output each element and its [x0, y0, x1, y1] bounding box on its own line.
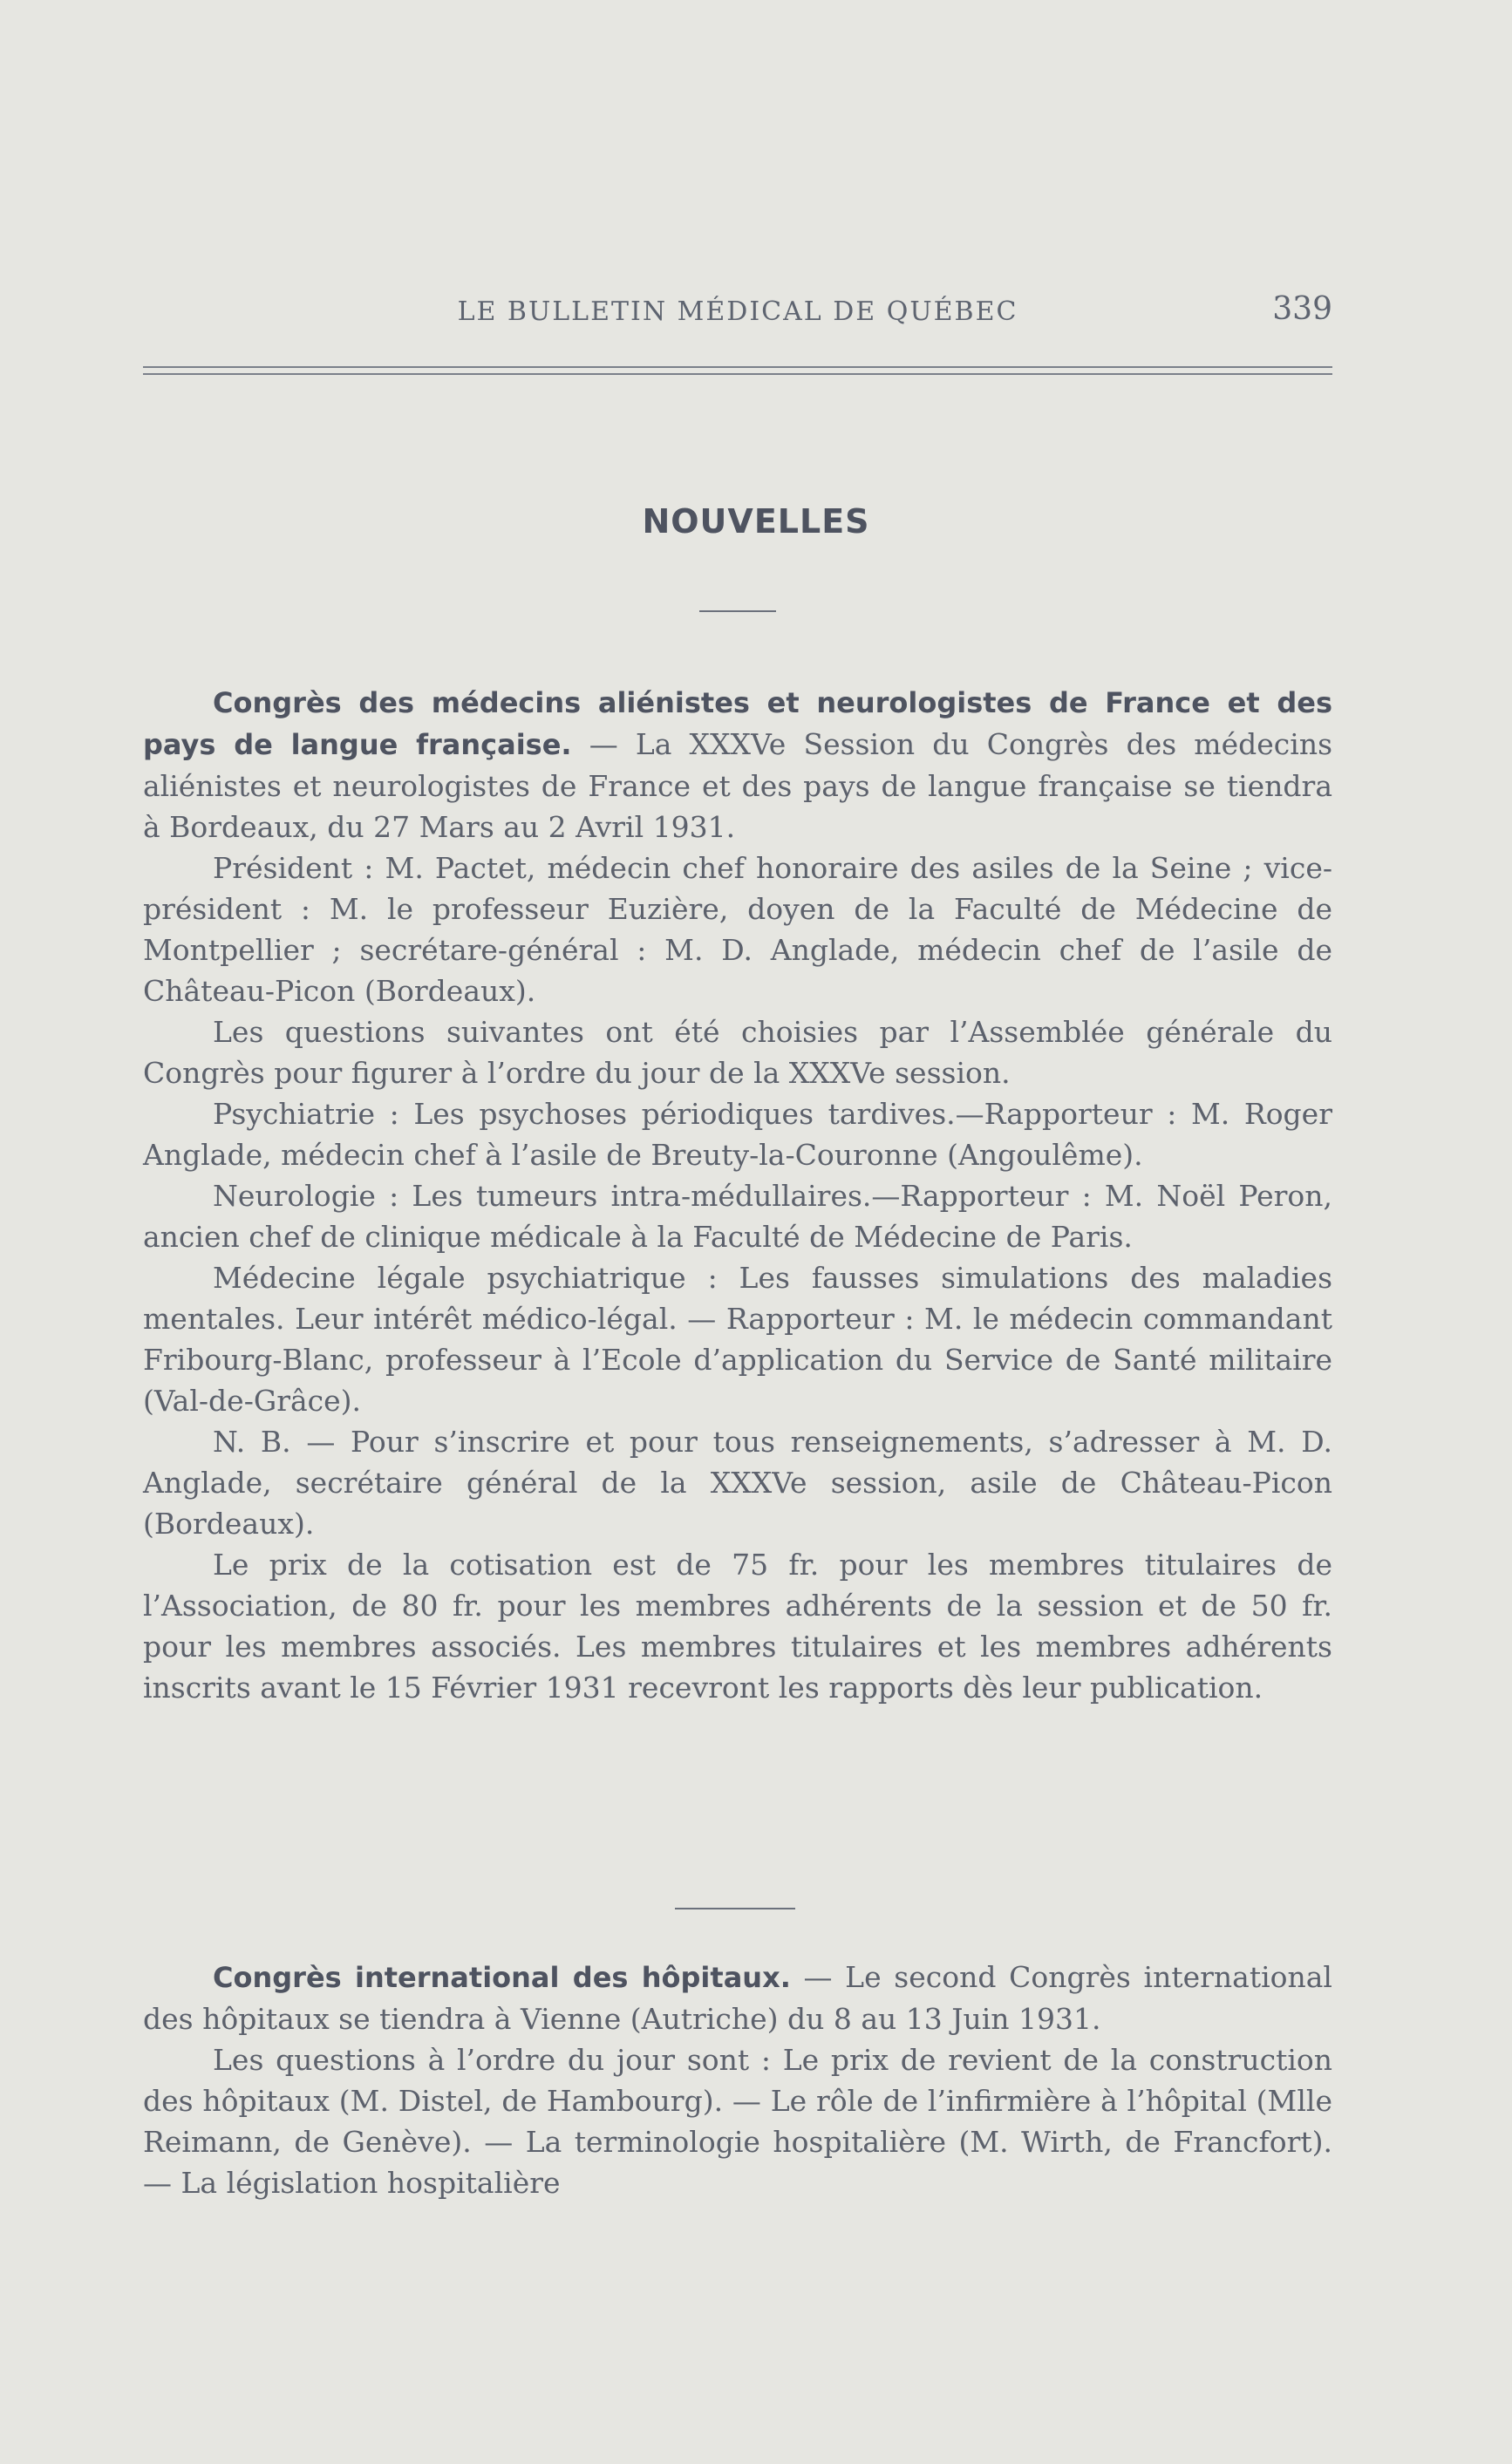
article-intro-text: — Le second Congrès international des hôpitaux se tiendra à Vienne (Autriche) du 8 au 13 Juin 1931. — [143, 1960, 1332, 2036]
section-title: NOUVELLES — [642, 502, 870, 541]
article-intro-text: — La XXXVe Session du Congrès des médecins aliénistes et neurologistes de France et des pays de langue française se tiendra à Bordeaux, du 27 Mars au 2 Avril 1931. — [143, 727, 1333, 844]
article-intro-paragraph — [143, 1957, 1332, 2039]
article-separator-rule — [675, 1908, 795, 1909]
paragraph: Les questions à l’ordre du jour sont : Le prix de revient de la construction des hôpitaux (M. Distel, de Hambourg). — Le rôle de l’infirmière à l’hôpital (Mlle Reimann, de Genève). — La terminologie hospitalière (M. Wirth, de Francfort). — La législation hospitalière — [143, 2043, 1332, 2200]
running-title: LE BULLETIN MÉDICAL DE QUÉBEC — [457, 296, 1018, 327]
paragraph: Le prix de la cotisation est de 75 fr. pour les membres titulaires de l’Association, de 80 fr. pour les membres adhérents de la session et de 50 fr. pour les membres associés. Les membres titulaires et les membres adhérents inscrits avant le 15 Février 1931 recevront les rapports dès leur publication. — [143, 1548, 1332, 1705]
article-intro-paragraph — [143, 682, 1332, 847]
paragraph: Médecine légale psychiatrique : Les fausses simulations des maladies mentales. Leur intérêt médico-légal. — Rapporteur : M. le médecin commandant Fribourg-Blanc, professeur à l’Ecole d’application du Service de Santé militaire (Val-de-Grâce). — [143, 1261, 1332, 1418]
paragraph: N. B. — Pour s’inscrire et pour tous renseignements, s’adresser à M. D. Anglade, secrétaire général de la XXXVe session, asile de Château-Picon (Bordeaux). — [143, 1425, 1332, 1541]
article-congres-alienistes — [143, 682, 1332, 1708]
paragraph: Neurologie : Les tumeurs intra-médullaires.—Rapporteur : M. Noël Peron, ancien chef de clinique médicale à la Faculté de Médecine de Paris. — [143, 1179, 1332, 1254]
page-number: 339 — [1272, 291, 1332, 327]
running-head — [143, 289, 1332, 333]
paragraph: Les questions suivantes ont été choisies par l’Assemblée générale du Congrès pour figurer à l’ordre du jour de la XXXVe session. — [143, 1015, 1332, 1090]
article-heading: Congrès international des hôpitaux. — [213, 1961, 791, 1994]
article-heading: Congrès des médecins aliénistes et neurologistes de France et des pays de langue française. — [143, 686, 1332, 761]
section-title-rule — [699, 610, 776, 612]
paragraph: Psychiatrie : Les psychoses périodiques tardives.—Rapporteur : M. Roger Anglade, médecin chef à l’asile de Breuty-la-Couronne (Angoulême). — [143, 1097, 1332, 1172]
header-rule-bottom — [143, 373, 1332, 375]
header-rule-top — [143, 366, 1332, 368]
paragraph: Président : M. Pactet, médecin chef honoraire des asiles de la Seine ; vice-président : M. le professeur Euzière, doyen de la Faculté de Médecine de Montpellier ; secrétare-général : M. D. Anglade, médecin chef de l’asile de Château-Picon (Bordeaux). — [143, 851, 1332, 1008]
article-congres-hopitaux — [143, 1957, 1332, 2203]
